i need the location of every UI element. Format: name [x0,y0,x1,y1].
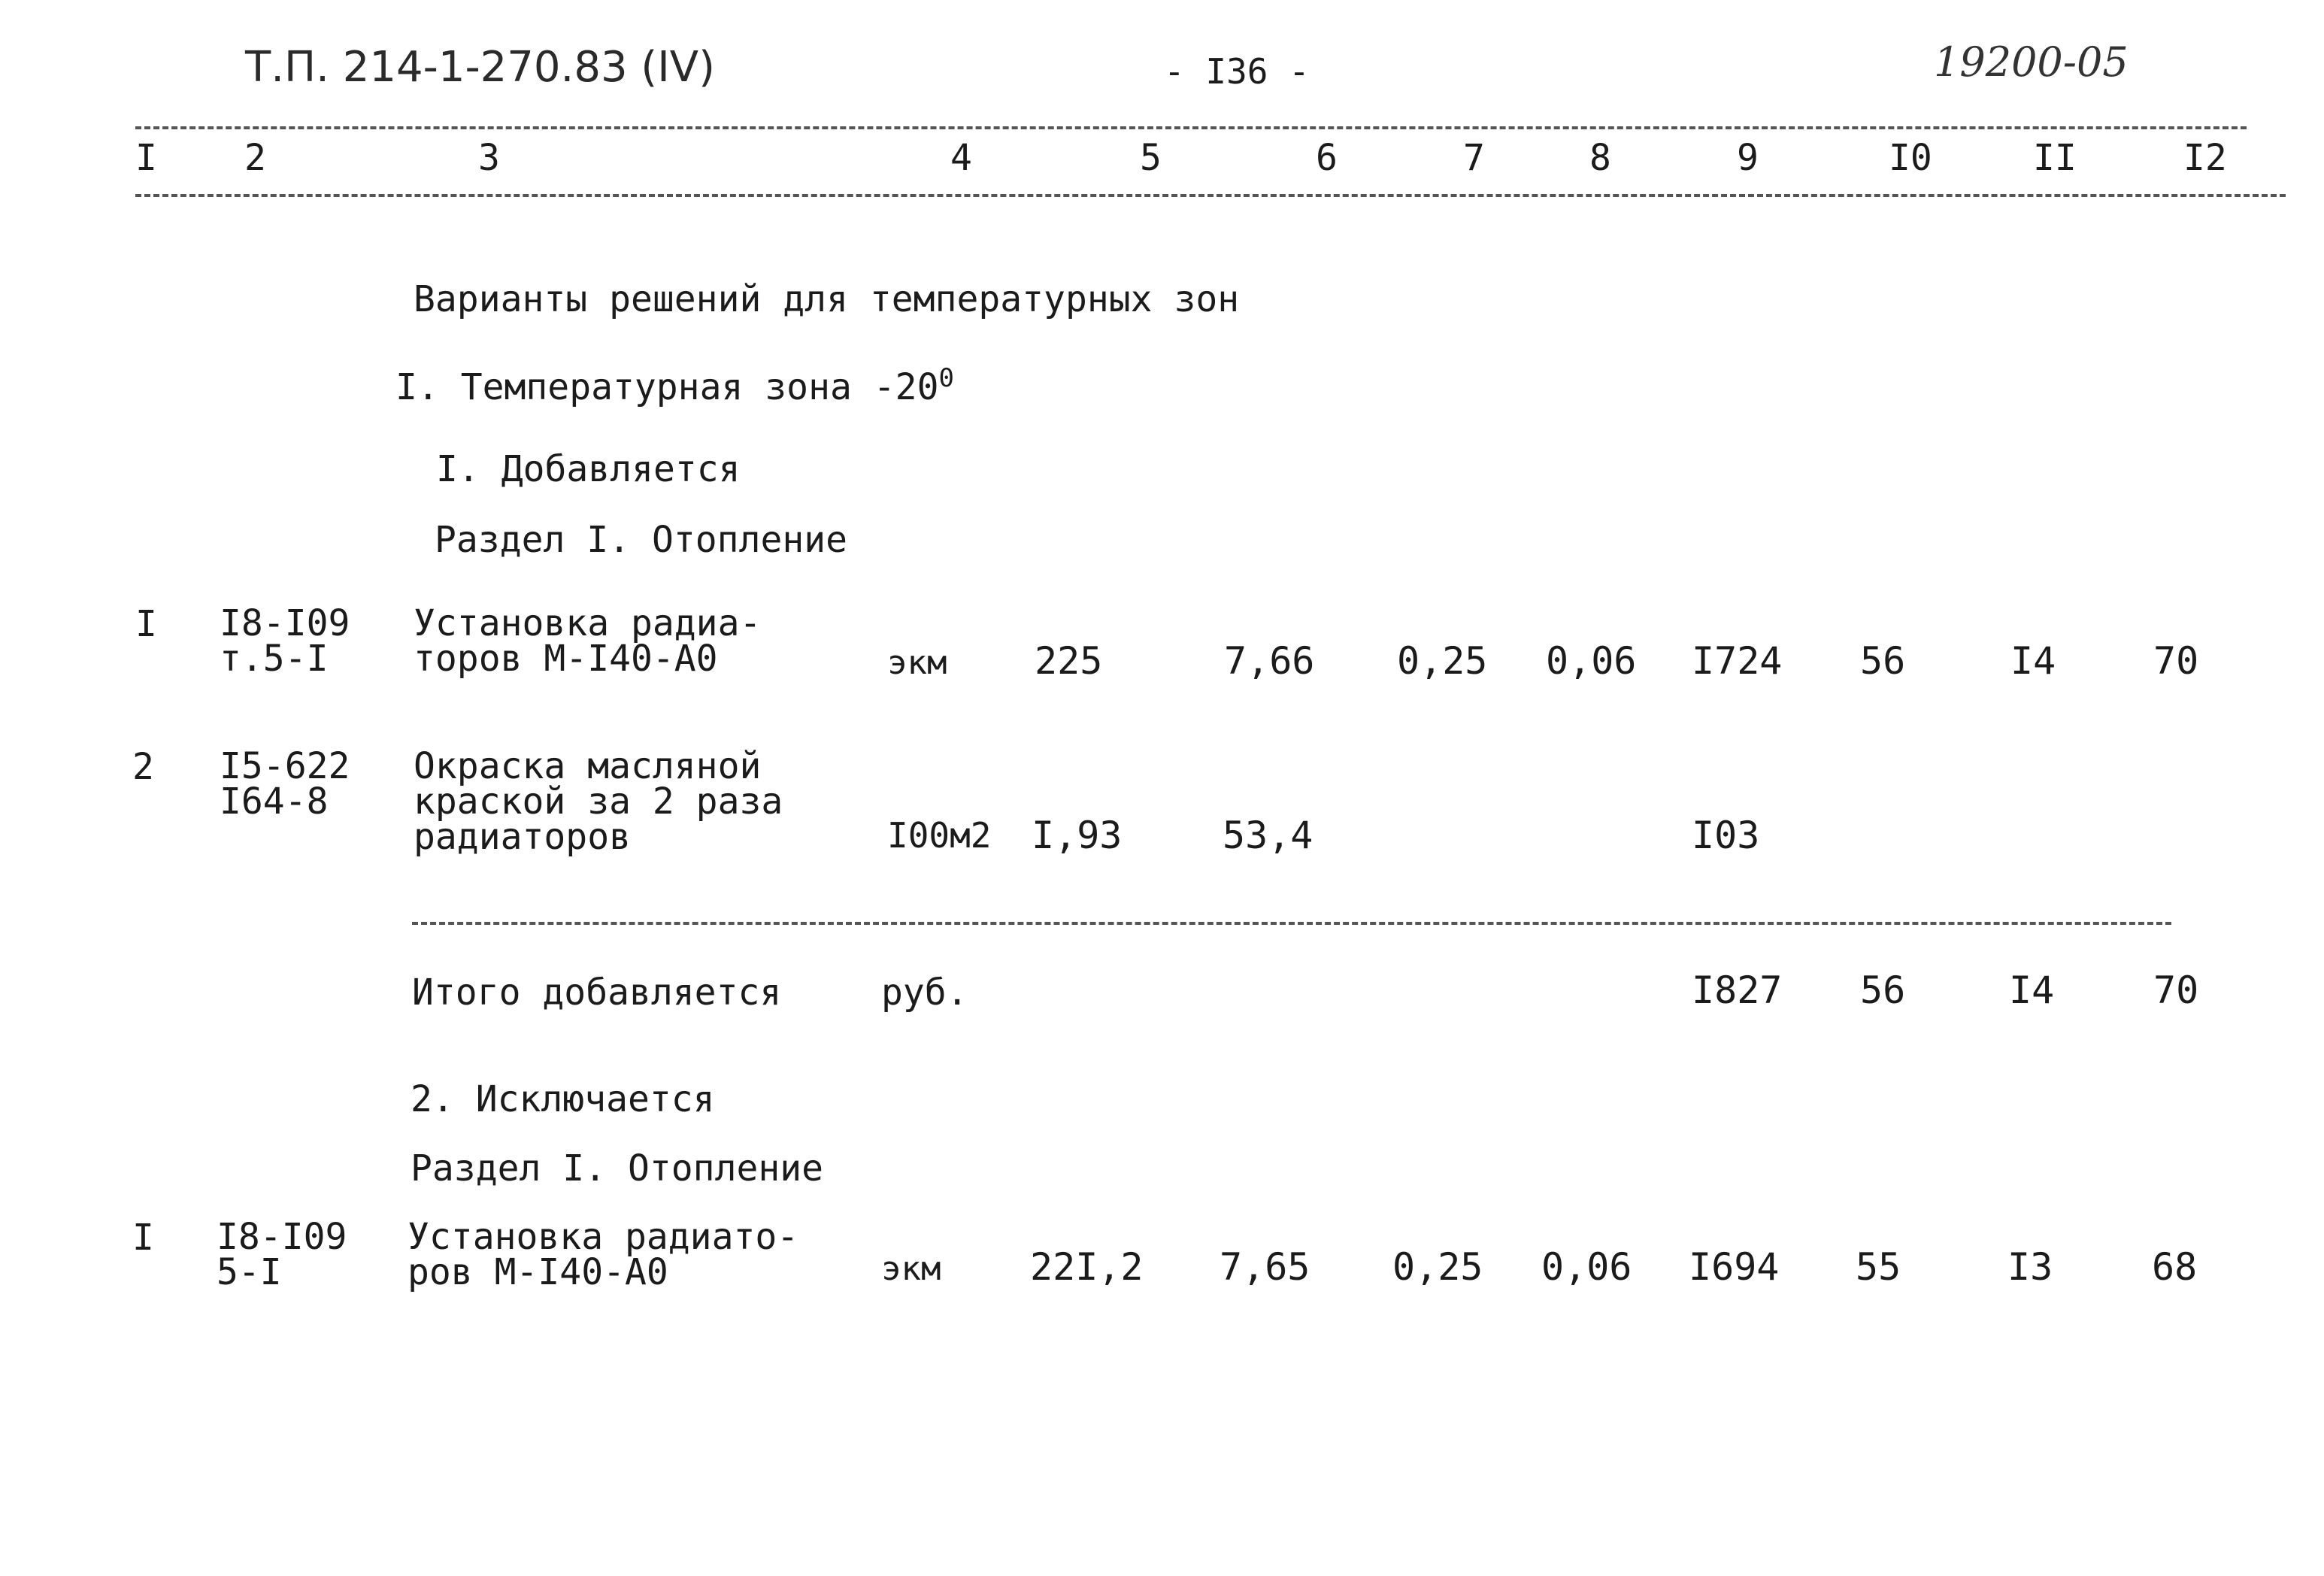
row-col7: 0,25 [1392,1245,1483,1289]
row-unit: экм [887,644,947,682]
column-header: 7 [1463,137,1485,179]
zone-title [395,363,954,408]
subtotal-label: Итого добавляется [412,971,782,1014]
row-total: I724 [1692,639,1783,683]
column-header: I [135,137,157,179]
column-header: 3 [478,137,500,179]
row-number: I [135,603,157,645]
row-number: I [132,1217,154,1259]
row-quantity: 225 [1035,639,1103,683]
row-col7: 0,25 [1397,639,1488,683]
excluded-subheading: Раздел I. Отопление [411,1147,824,1190]
degree-sign: 0 [938,363,954,393]
added-subheading: Раздел I. Отопление [435,519,848,561]
column-header: I2 [2183,137,2227,179]
row-col11: I4 [2010,639,2056,683]
row-name: Окраска масляной краской за 2 раза радиаторов [414,745,783,858]
row-code: I5-622 I64-8 [220,745,350,823]
section-title: Варианты решений для температурных зон [414,278,1240,320]
zone-title-text: I. Температурная зона -20 [395,366,939,408]
row-total: I694 [1689,1245,1780,1289]
column-header: 4 [950,137,972,179]
column-header: 2 [244,137,266,179]
excluded-heading: 2. Исключается [411,1078,715,1120]
page-number: - I36 - [1164,51,1310,92]
added-heading: I. Добавляется [436,448,741,490]
row-col11: I3 [2007,1245,2053,1289]
column-header: 9 [1737,137,1759,179]
column-header: II [2033,137,2077,179]
row-code: I8-I09 5-I [217,1216,347,1293]
row-code: I8-I09 т.5-I [220,602,350,680]
row-col10: 56 [1860,639,1906,683]
header-rule-top [135,126,2247,129]
row-quantity: I,93 [1032,814,1123,857]
subtotal-total: I827 [1692,968,1783,1012]
row-unit: I00м2 [887,815,992,856]
row-price: 7,66 [1224,639,1315,683]
row-col12: 70 [2153,639,2199,683]
subtotal-unit: руб. [881,971,968,1014]
column-header: 6 [1316,137,1338,179]
row-col8: 0,06 [1541,1245,1632,1289]
subtotal-rule [412,922,2171,925]
row-col10: 55 [1856,1245,1901,1289]
column-header: 8 [1589,137,1611,179]
subtotal-col11: I4 [2009,968,2055,1012]
subtotal-col10: 56 [1860,968,1906,1012]
row-col8: 0,06 [1546,639,1637,683]
row-price: 7,65 [1220,1245,1310,1289]
subtotal-col12: 70 [2153,968,2199,1012]
row-unit: экм [881,1250,941,1288]
row-total: I03 [1692,814,1760,857]
column-header: 5 [1140,137,1162,179]
row-quantity: 22I,2 [1030,1245,1144,1289]
row-price: 53,4 [1223,814,1313,857]
document-code: Т.П. 214-1-270.83 (IV) [245,43,715,92]
column-header: I0 [1889,137,1932,179]
header-rule-bottom [135,194,2286,197]
row-name: Установка радиа- торов М-I40-А0 [414,602,762,680]
row-number: 2 [132,746,154,788]
registration-number: 19200-05 [1934,38,2129,86]
row-name: Установка радиато- ров М-I40-А0 [408,1216,799,1293]
row-col12: 68 [2152,1245,2198,1289]
